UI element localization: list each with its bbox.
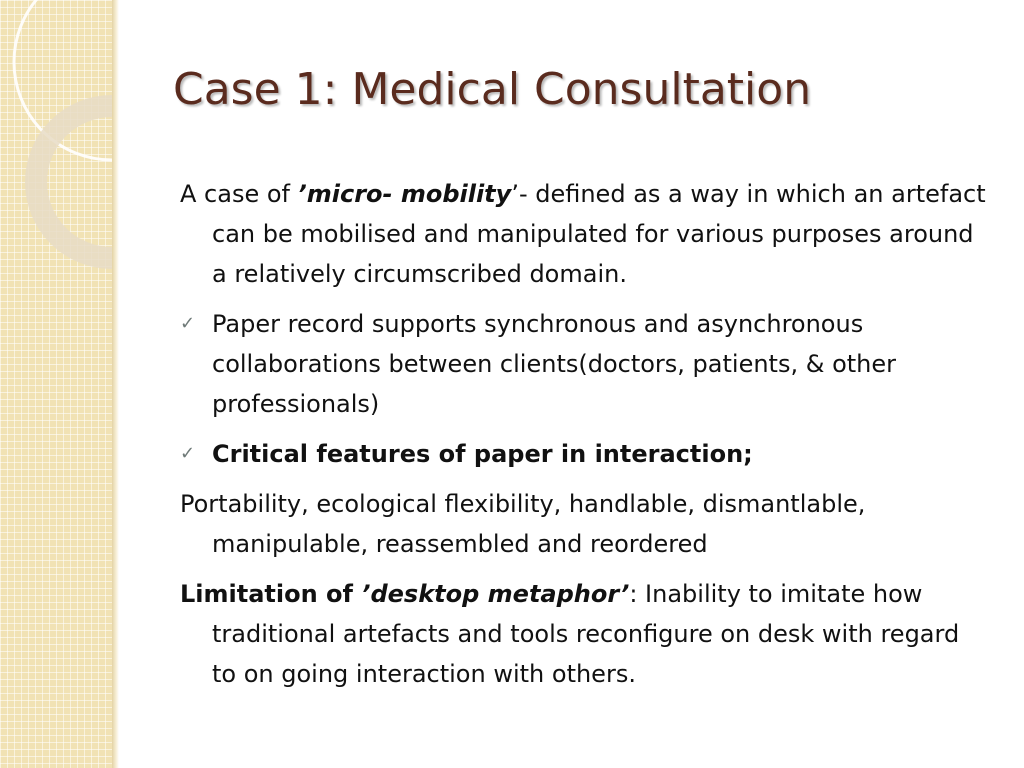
bullet1-text: Paper record supports synchronous and asynchronous collaborations between clients(doctors, patients, & other professionals): [212, 310, 896, 418]
p3-post: : Inability to imitate how traditional artefacts and tools reconfigure on desk with regard to on going interaction with others.: [212, 580, 960, 688]
bullet-paper-record: [180, 304, 990, 424]
p1-pre: A case of: [180, 180, 298, 208]
bullet-critical-features: [180, 434, 990, 474]
p2-text: Portability, ecological flexibility, handlable, dismantlable, manipulable, reassembled and reordered: [180, 490, 866, 558]
checkmark-icon: ✓: [180, 443, 196, 464]
p3-lead: Limitation of: [180, 580, 362, 608]
p1-post: ’- defined as a way in which an artefact can be mobilised and manipulated for various purposes around a relatively circumscribed domain.: [212, 180, 986, 288]
decorative-circles: [0, 0, 112, 768]
paragraph-micro-mobility: [180, 174, 990, 294]
side-band-edge: [112, 0, 119, 768]
slide-title: Case 1: Medical Consultation: [173, 64, 812, 115]
p3-emphasis: ’desktop metaphor’: [361, 580, 630, 608]
paragraph-limitation: [180, 574, 990, 694]
p1-emphasis: ’micro- mobility: [297, 180, 512, 208]
decorative-side-band: [0, 0, 112, 768]
checkmark-icon: ✓: [180, 313, 196, 334]
slide-body: [180, 174, 990, 704]
paragraph-portability: [180, 484, 990, 564]
bullet2-text: Critical features of paper in interaction;: [212, 440, 753, 468]
